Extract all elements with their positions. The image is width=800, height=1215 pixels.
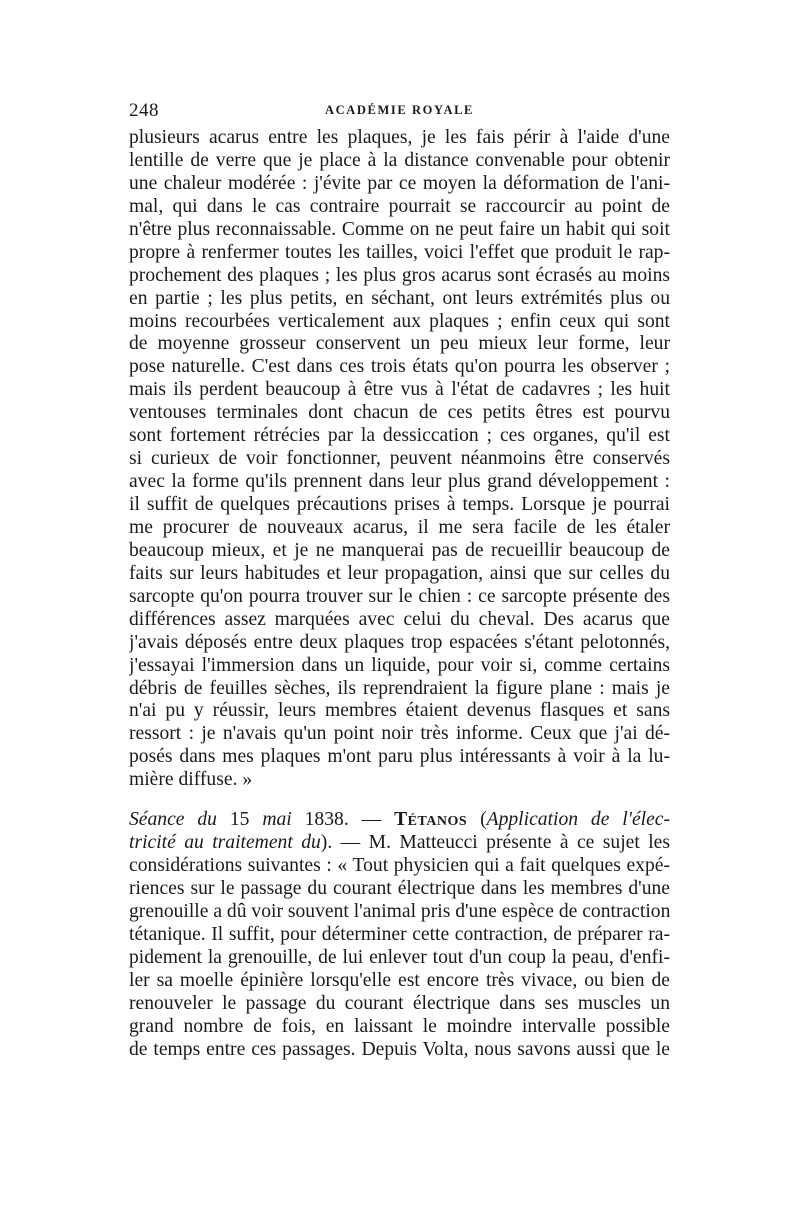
- page-header: [129, 100, 670, 124]
- text-line: en partie ; les plus petits, en séchant, ont leurs extrémités plus ou: [129, 287, 670, 309]
- seance-title-part1: Application de l'élec-: [486, 809, 670, 831]
- text-line: pidement la grenouille, de lui enlever tout d'un coup la peau, d'enfi-: [129, 946, 670, 968]
- text-line: avec la forme qu'ils prennent dans leur plus grand développement :: [129, 471, 670, 493]
- text-line: ventouses terminales dont chacun de ces petits êtres est pourvu: [129, 402, 670, 424]
- text-line: beaucoup mieux, et je ne manquerai pas de recueillir beaucoup de: [129, 539, 670, 561]
- page-number: 248: [129, 100, 159, 121]
- text-line: une chaleur modérée : j'évite par ce moyen la déformation de l'ani-: [129, 172, 670, 194]
- text-line: j'essayai l'immersion dans un liquide, pour voir si, comme certains: [129, 654, 670, 676]
- text-line: moins recourbées verticalement aux plaques ; enfin ceux qui sont: [129, 310, 670, 332]
- seance-day: 15: [229, 809, 250, 831]
- seance-dash: —: [361, 809, 382, 831]
- text-line: différences assez marquées avec celui du cheval. Des acarus que: [129, 608, 670, 630]
- text-line: ressort : je n'avais qu'un point noir très informe. Ceux que j'ai dé-: [129, 723, 670, 745]
- seance-month: mai: [262, 809, 292, 831]
- text-line: prochement des plaques ; les plus gros acarus sont écrasés au moins: [129, 264, 670, 286]
- text-line: grand nombre de fois, en laissant le moindre intervalle possible: [129, 1015, 670, 1037]
- text-line: pose naturelle. C'est dans ces trois états qu'on pourra les observer ;: [129, 356, 670, 378]
- seance-line2-rest: — M. Matteucci présente à ce sujet les: [340, 832, 670, 854]
- text-line: n'ai pu y réussir, leurs membres étaient devenus flasques et sans: [129, 700, 670, 722]
- seance-second-line: [129, 832, 670, 855]
- running-head: ACADÉMIE ROYALE: [325, 103, 474, 117]
- text-line: mais ils perdent beaucoup à être vus à l'état de cadavres ; les huit: [129, 379, 670, 401]
- text-line: riences sur le passage du courant électrique dans les membres d'une: [129, 878, 670, 899]
- paren-open: (: [480, 809, 487, 831]
- text-line: grenouille a dû voir souvent l'animal pris d'une espèce de contraction: [129, 900, 670, 922]
- text-line: si curieux de voir fonctionner, peuvent néanmoins être conservés: [129, 448, 670, 470]
- text-line: il suffit de quelques précautions prises à temps. Lorsque je pourrai: [129, 494, 670, 515]
- paragraph-seance: [129, 809, 670, 1061]
- seance-subject: Tétanos: [394, 809, 468, 831]
- text-line: de moyenne grosseur conservent un peu mieux leur forme, leur: [129, 333, 670, 355]
- seance-label: Séance du: [129, 809, 217, 831]
- text-line: sarcopte qu'on pourra trouver sur le chien : ce sarcopte présente des: [129, 585, 670, 607]
- text-line: plusieurs acarus entre les plaques, je les fais périr à l'aide d'une: [129, 127, 670, 148]
- body-text: [129, 127, 670, 1062]
- text-line: tétanique. Il suffit, pour déterminer cette contraction, de préparer ra-: [129, 923, 670, 945]
- text-line: posés dans mes plaques m'ont paru plus intéressants à voir à la lu-: [129, 746, 670, 768]
- text-line: ler sa moelle épinière lorsqu'elle est encore très vivace, ou bien de: [129, 969, 670, 991]
- text-line: renouveler le passage du courant électrique dans ses muscles un: [129, 992, 670, 1014]
- seance-year: 1838.: [304, 809, 349, 831]
- section-gap: [129, 792, 670, 809]
- paragraph-acarus: [129, 127, 670, 792]
- text-line: sont fortement rétrécies par la dessiccation ; ces organes, qu'il est: [129, 425, 670, 447]
- text-line: de temps entre ces passages. Depuis Volta, nous savons aussi que le: [129, 1038, 670, 1060]
- text-line: lentille de verre que je place à la distance convenable pour obtenir: [129, 149, 670, 171]
- text-line: mière diffuse. »: [129, 769, 253, 791]
- paren-close: ).: [320, 832, 333, 854]
- text-line: débris de feuilles sèches, ils reprendraient la figure plane : mais je: [129, 677, 670, 699]
- text-line: n'être plus reconnaissable. Comme on ne peut faire un habit qui soit: [129, 218, 670, 240]
- text-line: j'avais déposés entre deux plaques trop espacées s'étant pelotonnés,: [129, 631, 670, 653]
- seance-title-part2: tricité au traitement du: [129, 832, 321, 854]
- text-line: me procurer de nouveaux acarus, il me sera facile de les étaler: [129, 516, 670, 538]
- text-line: faits sur leurs habitudes et leur propagation, ainsi que sur celles du: [129, 562, 670, 584]
- text-line: considérations suivantes : « Tout physicien qui a fait quelques expé-: [129, 855, 670, 877]
- seance-heading-line: [129, 809, 670, 832]
- text-line: mal, qui dans le cas contraire pourrait se raccourcir au point de: [129, 195, 670, 217]
- text-line: propre à renfermer toutes les tailles, voici l'effet que produit le rap-: [129, 241, 670, 263]
